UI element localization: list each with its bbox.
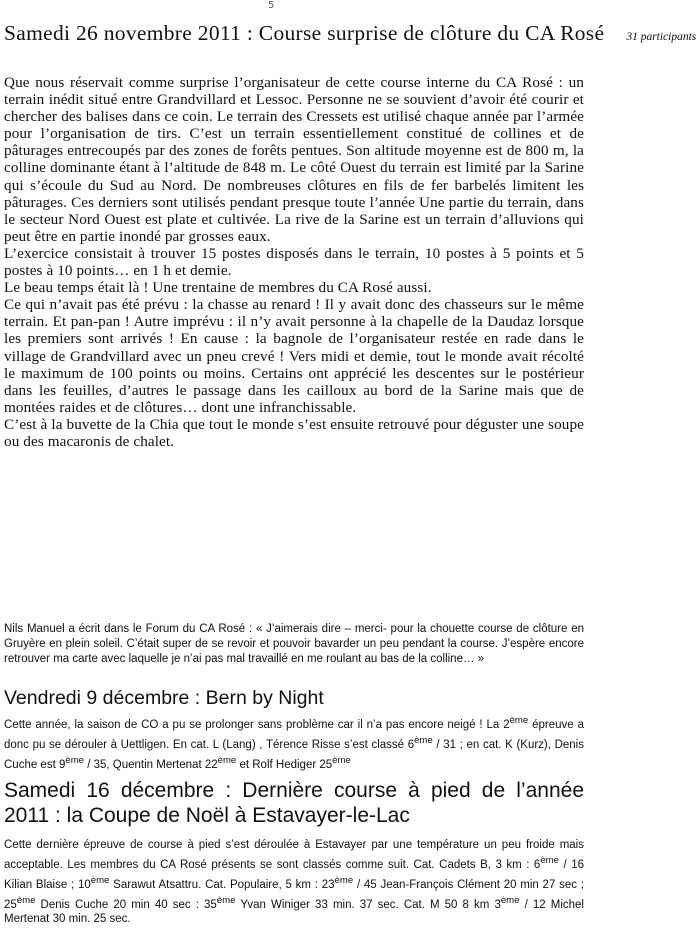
forum-quote: Nils Manuel a écrit dans le Forum du CA Rosé : « J’aimerais dire – merci- pour la chouette course de clôture en Gruyère en plein soleil. C’était super de se revoir et pouvoir bavarder un peu pendant la course. J’espère encore retrouver ma carte avec laquelle je n’ai pas mal travaillé en me roulant au bas de la colline… » [4, 623, 584, 666]
section3-title: Samedi 16 décembre : Dernière course à pied de l’année 2011 : la Coupe de Noël à Estavayer-le-Lac [4, 779, 584, 827]
section2-title: Vendredi 9 décembre : Bern by Night [4, 687, 324, 709]
s2-sup-d: ème [217, 754, 237, 766]
paragraph-exercise: L’exercice consistait à trouver 15 postes disposés dans le terrain, 10 postes à 5 points et 5 postes à 10 points… en 1 h et demie. [4, 244, 584, 280]
s3-s6: ème [500, 894, 520, 906]
s3-t6: Yvan Winiger 33 min. 37 sec. Cat. M 50 8 km 3 [235, 898, 501, 911]
s3-s3: ème [334, 874, 354, 886]
section1-body [4, 74, 584, 450]
paragraph-unforeseen: Ce qui n’avait pas été prévu : la chasse au renard ! Il y avait donc des chasseurs sur le même terrain. Et pan-pan ! Autre imprévu : il n’y avait personne à la chapelle de la Daudaz lorsque les premiers sont arrivés ! En cause : la bagnole de l’organisateur restée en rade dans le village de Grandvillard avec un pneu crevé ! Vers midi et demie, tout le monde avait récolté le maximum de 100 points ou moins. Certains ont apprécié les descentes sur le postérieur dans les feuilles, d’autres le passage dans les cailloux au bord de la Sarine mais que de montées raides et de clôtures… dont une infranchissable. [4, 296, 584, 416]
s2-sup-e: ème [332, 754, 351, 766]
s3-t7: / 12 Michel Mertenat 30 min. 25 sec. [4, 898, 584, 926]
s3-t1: Cette dernière épreuve de course à pied s’est déroulée à Estavayer par une température un peu froide mais acceptable. Les membres du CA Rosé présents se sont classés comme suit. Cat. Cadets B, 3 km : 6 [4, 839, 584, 871]
participants-note: 31 participants [626, 31, 696, 43]
s3-s1: ème [540, 855, 559, 866]
scan-mark: 5 [268, 0, 275, 11]
s2-sup-a: ème [509, 715, 529, 726]
paragraph-terrain: Que nous réservait comme surprise l’organisateur de cette course interne du CA Rosé : un terrain inédit situé entre Grandvillard et Lessoc. Personne ne se souvient d’avoir été courir et chercher des balises dans ce coin. Le terrain des Cressets est utilisé chaque année par l’armée pour l’organisation de tirs. C’est un terrain essentiellement constitué de collines et de pâturages entrecoupés par des zones de forêts pentues. Son altitude moyenne est de 800 m, la colline dominante étant à l’altitude de 848 m. Le côté Ouest du terrain est limité par la Sarine qui s’écoule du Sud au Nord. De nombreuses clôtures en fils de fer barbelés limitent les pâturages. Ces derniers sont utilisés pendant presque toute l’année Une partie du terrain, dans le secteur Nord Ouest est plate et cultivée. La rive de la Sarine est un terrain d’alluvions qui peut être en partie inondé par grosses eaux. [4, 74, 584, 245]
s2-sup-c: ème [65, 754, 85, 766]
s2-text-b: épreuve a donc pu se dérouler à Uettligen. En cat. L (Lang) , Térence Risse s’est classé 6 [4, 718, 584, 751]
paragraph-weather: Le beau temps était là ! Une trentaine de membres du CA Rosé aussi. [4, 279, 432, 297]
section2-body [4, 713, 584, 772]
paragraph-buvette: C’est à la buvette de la Chia que tout le monde s’est ensuite retrouvé pour déguster une soupe ou des macaronis de chalet. [4, 415, 584, 450]
s3-s4: ème [16, 894, 36, 906]
section1-title [4, 22, 696, 48]
s2-text-e: et Rolf Hediger 25 [236, 758, 333, 771]
section3-body [4, 838, 584, 927]
s3-s5: ème [216, 894, 236, 906]
section1-title-text: Samedi 26 novembre 2011 : Course surprise de clôture du CA Rosé [4, 21, 605, 45]
s3-t5: Denis Cuche 20 min 40 sec : 35 [35, 898, 217, 911]
s2-text-a: Cette année, la saison de CO a pu se prolonger sans problème car il n’a pas encore neigé ! La 2 [4, 718, 510, 731]
s3-t4: / 45 Jean-François Clément 20 min 27 sec ; 25 [4, 878, 584, 911]
s3-t3: Sarawut Atsattru. Cat. Populaire, 5 km : 23 [109, 878, 335, 891]
s2-sup-b: ème [414, 734, 433, 746]
s3-t2: / 16 Kilian Blaise ; 10 [4, 858, 584, 891]
s3-s2: ème [90, 874, 110, 886]
s2-text-d: / 35, Quentin Mertenat 22 [84, 758, 218, 771]
s2-text-c: / 31 ; en cat. K (Kurz), Denis Cuche est 9 [4, 738, 584, 771]
